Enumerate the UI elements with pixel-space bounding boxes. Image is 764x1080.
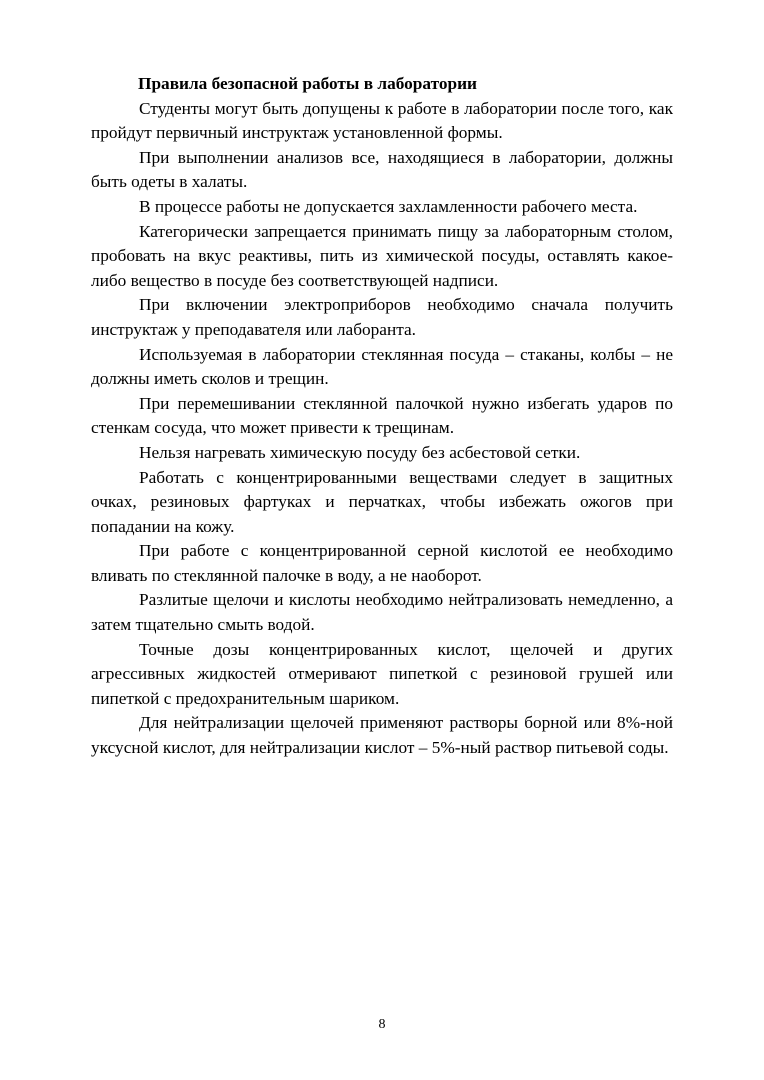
paragraph-11: Разлитые щелочи и кислоты необходимо нейтрализовать немедленно, а затем тщательно смыть водой. (91, 590, 673, 635)
paragraph-1: Студенты могут быть допущены к работе в лаборатории после того, как пройдут первичный инструктаж установленной формы. (91, 98, 673, 143)
paragraph-7: При перемешивании стеклянной палочкой нужно избегать ударов по стенкам сосуда, что может привести к трещинам. (91, 393, 673, 438)
paragraph-8: Нельзя нагревать химическую посуду без асбестовой сетки. (139, 442, 581, 462)
page-number: 8 (378, 1017, 386, 1032)
paragraph-12: Точные дозы концентрированных кислот, щелочей и других агрессивных жидкостей отмеривают пипеткой с резиновой грушей или пипеткой с предохранительным шариком. (91, 639, 673, 708)
paragraph-9: Работать с концентрированными веществами следует в защитных очках, резиновых фартуках и перчатках, чтобы избежать ожогов при попадании на кожу. (91, 467, 673, 536)
section-title: Правила безопасной работы в лаборатории (138, 74, 478, 93)
paragraph-6: Используемая в лаборатории стеклянная посуда – стаканы, колбы – не должны иметь сколов и трещин. (91, 344, 673, 389)
paragraph-2: При выполнении анализов все, находящиеся в лаборатории, должны быть одеты в халаты. (91, 147, 673, 192)
page-content (91, 72, 673, 761)
paragraph-10: При работе с концентрированной серной кислотой ее необходимо вливать по стеклянной палочке в воду, а не наоборот. (91, 541, 673, 585)
paragraph-13: Для нейтрализации щелочей применяют растворы борной или 8%-ной уксусной кислот, для нейтрализации кислот – 5%-ный раствор питьевой соды. (91, 713, 673, 758)
paragraph-4: Категорически запрещается принимать пищу за лабораторным столом, пробовать на вкус реактивы, пить из химической посуды, оставлять какое-либо вещество в посуде без соответствующей надписи. (91, 221, 673, 290)
paragraph-5: При включении электроприборов необходимо сначала получить инструктаж у преподавателя или лаборанта. (91, 295, 673, 339)
paragraph-3: В процессе работы не допускается захламленности рабочего места. (139, 196, 638, 216)
